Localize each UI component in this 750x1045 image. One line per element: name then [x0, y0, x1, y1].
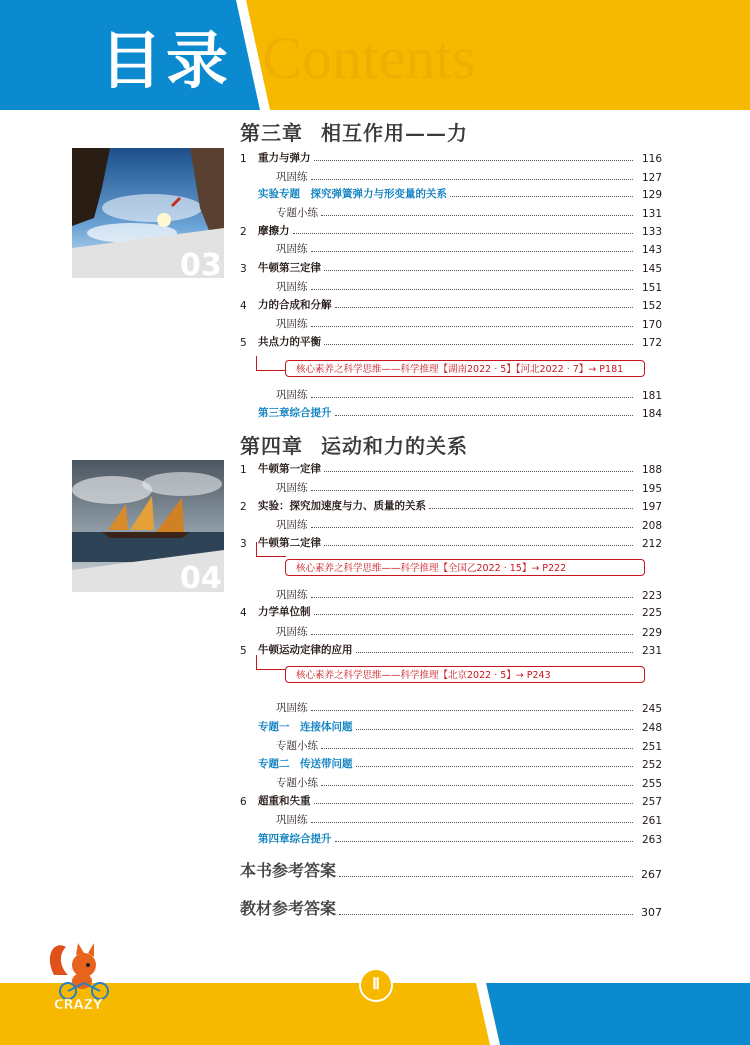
toc-label: 专题小练: [276, 207, 318, 219]
logo-text: CRAZY: [54, 998, 103, 1011]
toc-row[interactable]: [240, 276, 662, 294]
toc-label: 实验：探究加速度与力、质量的关系: [258, 500, 426, 512]
chapter-label: 第四章: [240, 434, 303, 458]
toc-label: 实验专题 探究弹簧弹力与形变量的关系: [258, 188, 447, 200]
toc-row[interactable]: [240, 893, 662, 919]
leader-dots: [314, 803, 634, 804]
toc-label: 牛顿第二定律: [258, 537, 321, 549]
toc-label: 共点力的平衡: [258, 336, 321, 348]
toc-label: 巩固练: [276, 318, 308, 330]
leader-dots: [311, 597, 634, 598]
toc-label: 巩固练: [276, 702, 308, 714]
toc-row[interactable]: [240, 384, 662, 402]
chapter-3-image-number: 03: [180, 248, 222, 278]
toc-label: 本书参考答案: [240, 861, 337, 880]
toc-page: 255: [641, 778, 662, 790]
toc-row[interactable]: [240, 532, 662, 550]
toc-page: 225: [641, 607, 662, 619]
toc-page: 257: [641, 796, 662, 808]
leader-dots: [311, 710, 634, 711]
toc-row[interactable]: [240, 294, 662, 312]
toc-row[interactable]: [240, 621, 662, 639]
toc-page: 184: [641, 408, 662, 420]
connector-line: [256, 542, 286, 557]
chapter-4-heading: [240, 430, 468, 459]
toc-label: 专题小练: [276, 777, 318, 789]
core-literacy-box: 核心素养之科学思维——科学推理【北京2022 · 5】→ P243: [285, 666, 645, 683]
leader-dots: [356, 766, 634, 767]
leader-dots: [339, 914, 633, 915]
toc-row[interactable]: [240, 716, 662, 734]
chapter-3-heading: [240, 117, 468, 146]
toc-number: 6: [240, 796, 247, 808]
toc-page: 251: [641, 741, 662, 753]
toc-row[interactable]: [240, 202, 662, 220]
leader-dots: [293, 233, 634, 234]
chapter-title: 相互作用——力: [321, 121, 468, 145]
page-number: Ⅱ: [359, 968, 393, 1002]
toc-page: 143: [641, 244, 662, 256]
toc-label: 牛顿第三定律: [258, 262, 321, 274]
toc-label: 巩固练: [276, 482, 308, 494]
leader-dots: [324, 344, 633, 345]
leader-dots: [311, 397, 634, 398]
header-subtitle: Contents: [262, 25, 476, 91]
toc-row[interactable]: [240, 257, 662, 275]
leader-dots: [324, 471, 633, 472]
toc-row[interactable]: [240, 458, 662, 476]
crazy-logo: [44, 935, 124, 1011]
toc-row[interactable]: [240, 735, 662, 753]
toc-page: 248: [641, 722, 662, 734]
toc-row[interactable]: [240, 601, 662, 619]
toc-row[interactable]: [240, 402, 662, 420]
toc-label: 专题一 连接体问题: [258, 721, 353, 733]
chapter-label: 第三章: [240, 121, 303, 145]
toc-label: 巩固练: [276, 626, 308, 638]
toc-row[interactable]: [240, 514, 662, 532]
toc-number: 2: [240, 501, 247, 513]
toc-row[interactable]: [240, 166, 662, 184]
toc-label: 巩固练: [276, 389, 308, 401]
toc-label: 超重和失重: [258, 795, 311, 807]
toc-label: 第三章综合提升: [258, 407, 332, 419]
toc-page: 267: [641, 868, 662, 881]
page-title: 目录: [100, 24, 233, 97]
leader-dots: [335, 841, 634, 842]
toc-label: 巩固练: [276, 243, 308, 255]
leader-dots: [311, 527, 634, 528]
toc-page: 145: [641, 263, 662, 275]
toc-row[interactable]: [240, 828, 662, 846]
leader-dots: [321, 215, 633, 216]
toc-page: 245: [641, 703, 662, 715]
leader-dots: [356, 729, 634, 730]
leader-dots: [324, 270, 633, 271]
toc-label: 巩固练: [276, 281, 308, 293]
toc-number: 5: [240, 337, 247, 349]
leader-dots: [335, 307, 634, 308]
leader-dots: [311, 179, 634, 180]
leader-dots: [311, 251, 634, 252]
toc-page: 223: [641, 590, 662, 602]
toc-number: 4: [240, 300, 247, 312]
chapter-title: 运动和力的关系: [321, 434, 468, 458]
core-literacy-box: 核心素养之科学思维——科学推理【湖南2022 · 5】【河北2022 · 7】→ P181: [285, 360, 645, 377]
toc-row[interactable]: [240, 220, 662, 238]
toc-number: 3: [240, 263, 247, 275]
leader-dots: [321, 748, 633, 749]
toc-number: 1: [240, 464, 247, 476]
toc-label: 力学单位制: [258, 606, 311, 618]
toc-page: 133: [641, 226, 662, 238]
toc-label: 巩固练: [276, 814, 308, 826]
toc-row[interactable]: [240, 772, 662, 790]
toc-page: 252: [641, 759, 662, 771]
toc-page: 212: [641, 538, 662, 550]
toc-row[interactable]: [240, 855, 662, 881]
leader-dots: [311, 326, 634, 327]
chapter-4-image: [72, 460, 224, 592]
leader-dots: [311, 634, 634, 635]
toc-page: 131: [641, 208, 662, 220]
chapter-3-image: [72, 148, 224, 278]
toc-page: 170: [641, 319, 662, 331]
leader-dots: [321, 785, 633, 786]
toc-page: 116: [641, 153, 662, 165]
toc-row[interactable]: [240, 584, 662, 602]
toc-label: 力的合成和分解: [258, 299, 332, 311]
leader-dots: [429, 508, 633, 509]
toc-row[interactable]: [240, 183, 662, 201]
leader-dots: [335, 415, 634, 416]
toc-label: 专题小练: [276, 740, 318, 752]
core-literacy-box: 核心素养之科学思维——科学推理【全国乙2022 · 15】→ P222: [285, 559, 645, 576]
leader-dots: [356, 652, 634, 653]
toc-page: 261: [641, 815, 662, 827]
toc-page: 181: [641, 390, 662, 402]
leader-dots: [311, 289, 634, 290]
toc-page: 263: [641, 834, 662, 846]
toc-label: 牛顿第一定律: [258, 463, 321, 475]
toc-number: 4: [240, 607, 247, 619]
toc-row[interactable]: [240, 147, 662, 165]
toc-page: 151: [641, 282, 662, 294]
toc-number: 1: [240, 153, 247, 165]
toc-page: 127: [641, 172, 662, 184]
connector-line: [256, 356, 286, 371]
toc-label: 巩固练: [276, 589, 308, 601]
toc-label: 重力与弹力: [258, 152, 311, 164]
toc-page: 172: [641, 337, 662, 349]
toc-row[interactable]: [240, 697, 662, 715]
connector-line: [256, 655, 286, 670]
leader-dots: [311, 822, 634, 823]
toc-row[interactable]: [240, 790, 662, 808]
toc-page: 208: [641, 520, 662, 532]
leader-dots: [314, 160, 634, 161]
toc-row[interactable]: [240, 313, 662, 331]
toc-row[interactable]: [240, 753, 662, 771]
toc-label: 教材参考答案: [240, 899, 337, 918]
toc-label: 摩擦力: [258, 225, 290, 237]
toc-number: 5: [240, 645, 247, 657]
toc-label: 巩固练: [276, 519, 308, 531]
leader-dots: [311, 490, 634, 491]
toc-row[interactable]: [240, 809, 662, 827]
toc-number: 2: [240, 226, 247, 238]
toc-row[interactable]: [240, 238, 662, 256]
toc-page: 129: [641, 189, 662, 201]
toc-page: 195: [641, 483, 662, 495]
toc-row[interactable]: [240, 331, 662, 349]
leader-dots: [314, 614, 634, 615]
toc-page: 229: [641, 627, 662, 639]
toc-label: 第四章综合提升: [258, 833, 332, 845]
toc-page: 307: [641, 906, 662, 919]
toc-page: 152: [641, 300, 662, 312]
toc-page: 197: [641, 501, 662, 513]
leader-dots: [324, 545, 633, 546]
toc-number: 3: [240, 538, 247, 550]
toc-label: 专题二 传送带问题: [258, 758, 353, 770]
toc-page: 188: [641, 464, 662, 476]
leader-dots: [450, 196, 633, 197]
toc-row[interactable]: [240, 495, 662, 513]
chapter-4-image-number: 04: [180, 561, 222, 592]
leader-dots: [339, 876, 633, 877]
toc-page: 231: [641, 645, 662, 657]
toc-label: 巩固练: [276, 171, 308, 183]
toc-label: 牛顿运动定律的应用: [258, 644, 353, 656]
toc-row[interactable]: [240, 477, 662, 495]
toc-row[interactable]: [240, 639, 662, 657]
